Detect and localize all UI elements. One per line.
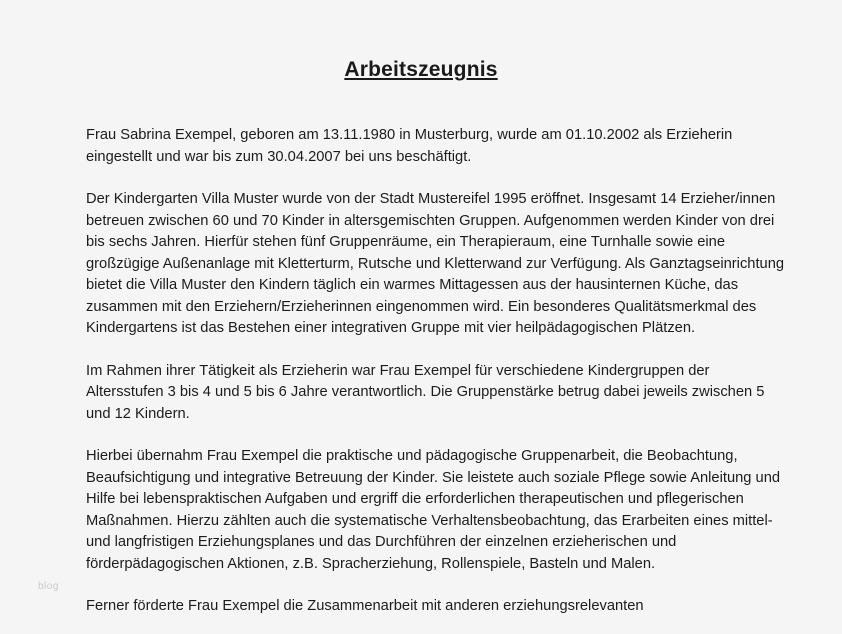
paragraph: Frau Sabrina Exempel, geboren am 13.11.1980 in Musterburg, wurde am 01.10.2002 als Erzieherin eingestellt und war bis zum 30.04.2007 bei uns beschäftigt. [86,127,733,165]
watermark-label: blog [38,581,59,592]
document-body [86,125,786,618]
paragraph: Ferner förderte Frau Exempel die Zusammenarbeit mit anderen erziehungsrelevanten [86,598,644,614]
paragraph: Hierbei übernahm Frau Exempel die praktische und pädagogische Gruppenarbeit, die Beobachtung, Beaufsichtigung und integrative Betreuung der Kinder. Sie leistete auch soziale Pflege sowie Anleitung und Hilfe bei lebenspraktischen Aufgaben und ergriff die erforderlichen therapeutischen und pflegerischen Maßnahmen. Hierzu zählten auch die systematische Verhaltensbeobachtung, das Erarbeiten eines mittel- und langfristigen Erziehungsplanes und das Durchführen der einzelnen erzieherischen und förderpädagogischen Aktionen, z.B. Spracherziehung, Rollenspiele, Basteln und Malen. [86,448,781,572]
paragraph: Im Rahmen ihrer Tätigkeit als Erzieherin war Frau Exempel für verschiedene Kindergruppen der Altersstufen 3 bis 4 und 5 bis 6 Jahre verantwortlich. Die Gruppenstärke betrug dabei jeweils zwischen 5 und 12 Kindern. [86,362,765,422]
paragraph: Der Kindergarten Villa Muster wurde von der Stadt Mustereifel 1995 eröffnet. Insgesamt 14 Erzieher/innen betreuen zwischen 60 und 70 Kinder in altersgemischten Gruppen. Aufgenommen werden Kinder von drei bis sechs Jahren. Hierfür stehen fünf Gruppenräume, ein Therapieraum, eine Turnhalle sowie eine großzügige Außenanlage mit Kletterturm, Rutsche und Kletterwand zur Verfügung. Als Ganztagseinrichtung bietet die Villa Muster den Kindern täglich ein warmes Mittagessen aus der hausinternen Küche, das zusammen mit den Erziehern/Erzieherinnen eingenommen wird. Ein besonderes Qualitätsmerkmal des Kindergartens ist das Bestehen einer integrativen Gruppe mit vier heilpädagogischen Plätzen. [86,191,785,336]
page-title: Arbeitszeugnis [344,58,498,81]
